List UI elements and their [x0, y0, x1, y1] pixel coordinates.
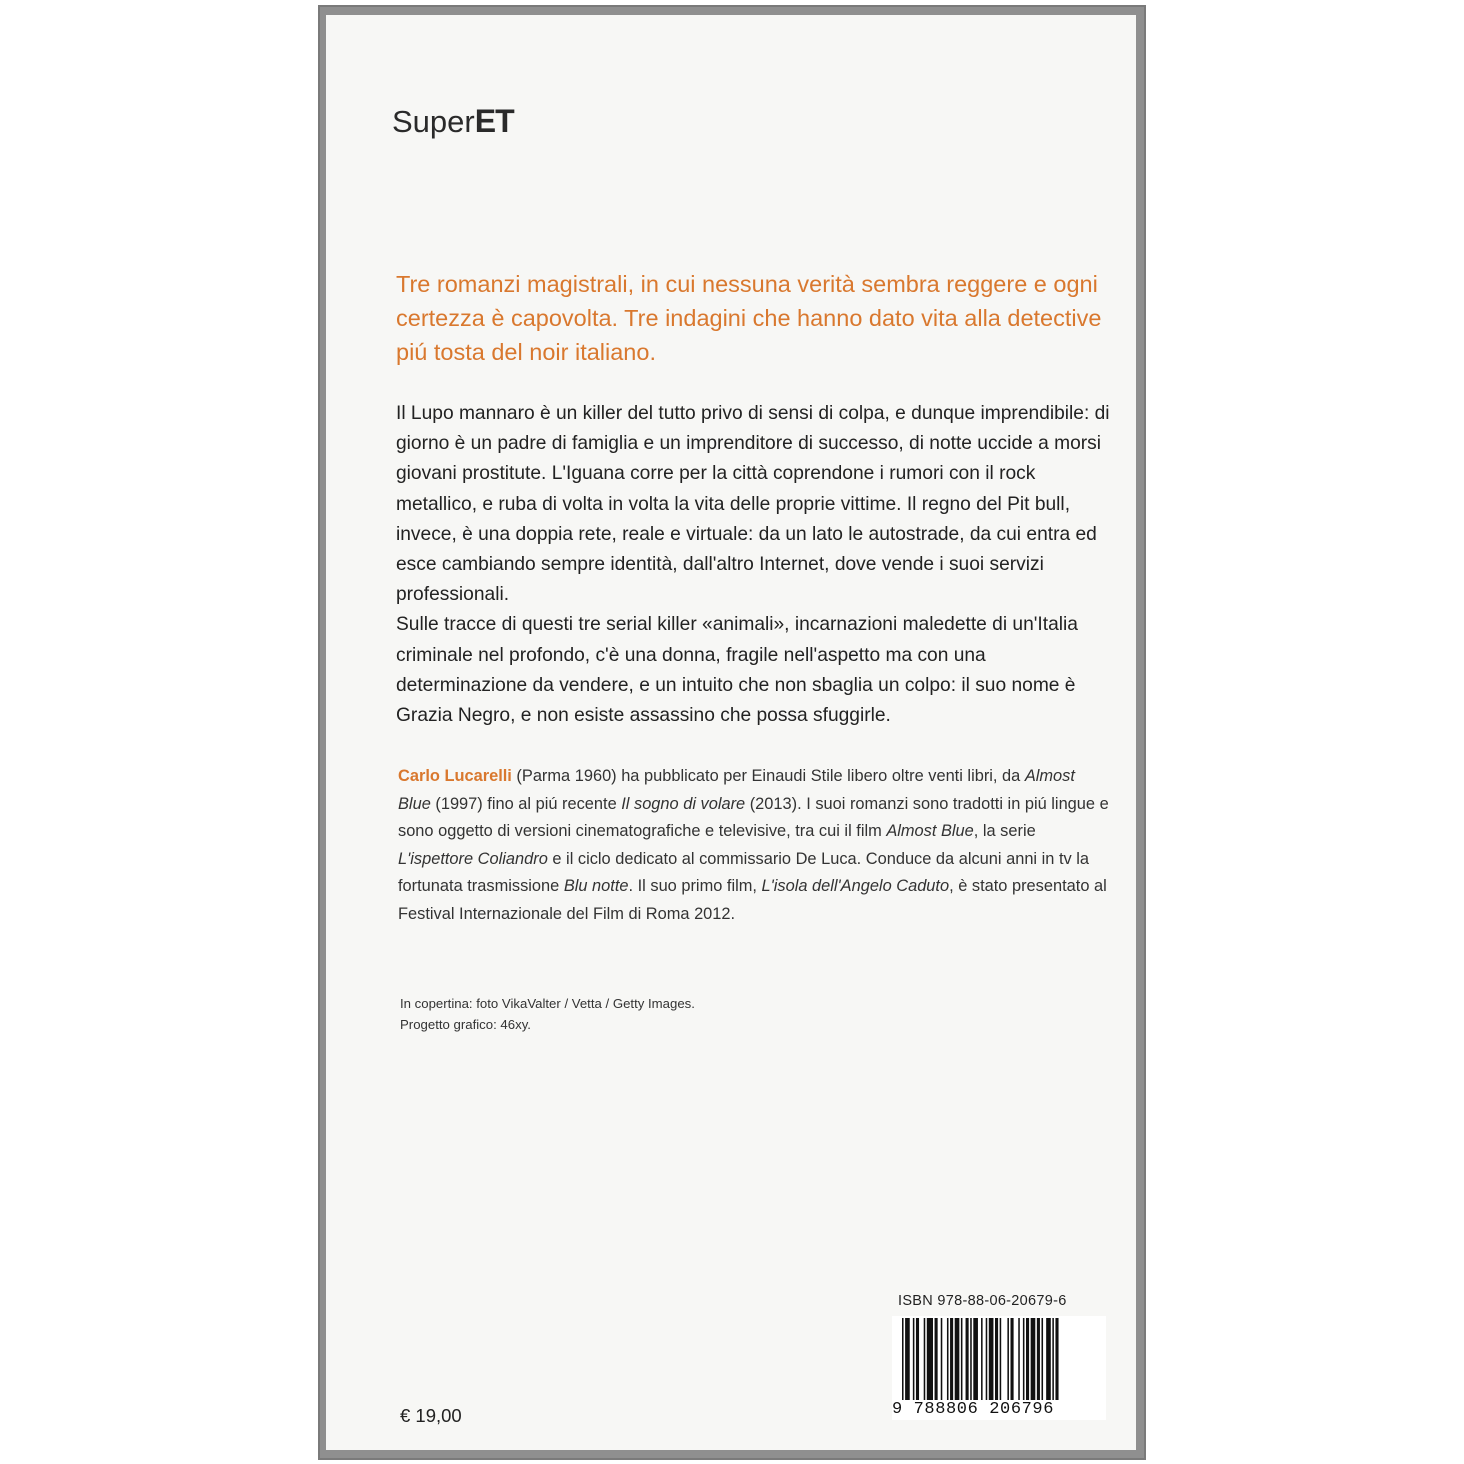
bio-text: . Il suo primo film,	[628, 877, 762, 896]
barcode-bar	[1037, 1318, 1040, 1400]
bio-title: L'ispettore Coliandro	[398, 849, 548, 868]
author-bio	[398, 763, 1112, 929]
barcode-bar	[902, 1318, 904, 1400]
barcode-digits: 9 788806 206796	[892, 1400, 1055, 1419]
barcode-bar	[1011, 1318, 1014, 1400]
barcode-bars	[902, 1318, 1098, 1400]
cover-credit: In copertina: foto VikaValter / Vetta / Getty Images.	[400, 996, 695, 1011]
book-frame	[318, 5, 1146, 1460]
barcode-bar	[986, 1318, 988, 1400]
barcode-bar	[995, 1318, 998, 1400]
barcode-bar	[961, 1318, 963, 1400]
bio-title: L'isola dell'Angelo Caduto	[761, 877, 950, 896]
blurb-paragraph-1: Il Lupo mannaro è un killer del tutto privo di sensi di colpa, e dunque imprendibile: di giorno è un padre di famiglia e un imprenditore di successo, di notte uccide a morsi giovani prostitute. L'Iguana corre per la città coprendone i rumori con il rock metallico, e ruba di volta in volta la vita delle proprie vittime. Il regno del Pit bull, invece, è una doppia rete, reale e virtuale: da un lato le autostrade, da cui entra ed esce cambiando sempre identità, dall'altro Internet, dove vende i suoi servizi professionali.	[396, 403, 1110, 606]
barcode-bar	[1031, 1318, 1036, 1400]
barcode-bar	[1018, 1318, 1020, 1400]
credits	[400, 993, 695, 1035]
series-logo-mark: ET	[474, 103, 514, 139]
barcode-bar	[1046, 1318, 1051, 1400]
barcode-bar	[950, 1318, 953, 1400]
barcode-bar	[973, 1318, 978, 1400]
barcode-bar	[970, 1318, 972, 1400]
barcode-bar	[935, 1318, 938, 1400]
barcode-bar	[1052, 1318, 1054, 1400]
bio-title: Il sogno di volare	[621, 794, 746, 813]
bio-text: (2013). I suoi romanzi sono tradotti in piú lingue e sono oggetto di versioni cinematografiche e televisive, tra cui il film	[398, 794, 1109, 841]
barcode-bar	[941, 1318, 943, 1400]
barcode-bar	[1055, 1318, 1058, 1400]
barcode-bar	[966, 1318, 969, 1400]
author-name: Carlo Lucarelli	[398, 767, 512, 785]
barcode-bar	[1000, 1318, 1002, 1400]
back-cover	[326, 15, 1136, 1450]
barcode-bar	[1023, 1318, 1025, 1400]
bio-text: (1997) fino al piú recente	[430, 794, 622, 813]
bio-text: , la serie	[973, 822, 1036, 841]
barcode-bar	[947, 1318, 949, 1400]
isbn-label: ISBN 978-88-06-20679-6	[898, 1293, 1067, 1309]
barcode-bar	[1007, 1318, 1009, 1400]
barcode-bar	[981, 1318, 983, 1400]
blurb-paragraph-2: Sulle tracce di questi tre serial killer «animali», incarnazioni maledette di un'Italia criminale nel profondo, c'è una donna, fragile nell'aspetto ma con una determinazione da vendere, e un intuito che non sbaglia un colpo: il suo nome è Grazia Negro, e non esiste assassino che possa sfuggirle.	[396, 614, 1078, 727]
bio-text: , è stato presentato al Festival Internazionale del Film di Roma 2012.	[398, 877, 1107, 923]
barcode-bar	[1026, 1318, 1029, 1400]
bio-title: Almost Blue	[398, 767, 1075, 813]
barcode-bar	[916, 1318, 919, 1400]
barcode-bar	[927, 1318, 933, 1400]
barcode-bar	[913, 1318, 915, 1400]
bio-title: Almost Blue	[886, 822, 974, 841]
barcode-bar	[924, 1318, 926, 1400]
tagline: Tre romanzi magistrali, in cui nessuna verità sembra reggere e ogni certezza è capovolta. Tre indagini che hanno dato vita alla detective piú tosta del noir italiano.	[396, 271, 1102, 365]
bio-title: Blu notte	[563, 877, 629, 896]
series-logo-prefix: Super	[392, 104, 475, 139]
design-credit: Progetto grafico: 46xy.	[400, 1017, 531, 1032]
barcode-bar	[1042, 1318, 1044, 1400]
barcode-bar	[989, 1318, 994, 1400]
barcode-bar	[905, 1318, 910, 1400]
series-logo	[392, 103, 514, 140]
price: € 19,00	[400, 1405, 462, 1426]
blurb	[396, 399, 1112, 731]
barcode	[892, 1316, 1106, 1420]
bio-text: e il ciclo dedicato al commissario De Luca. Conduce da alcuni anni in tv la fortunata trasmissione	[398, 849, 1089, 896]
barcode-bar	[955, 1318, 960, 1400]
bio-text: (Parma 1960) ha pubblicato per Einaudi Stile libero oltre venti libri, da	[511, 767, 1025, 785]
